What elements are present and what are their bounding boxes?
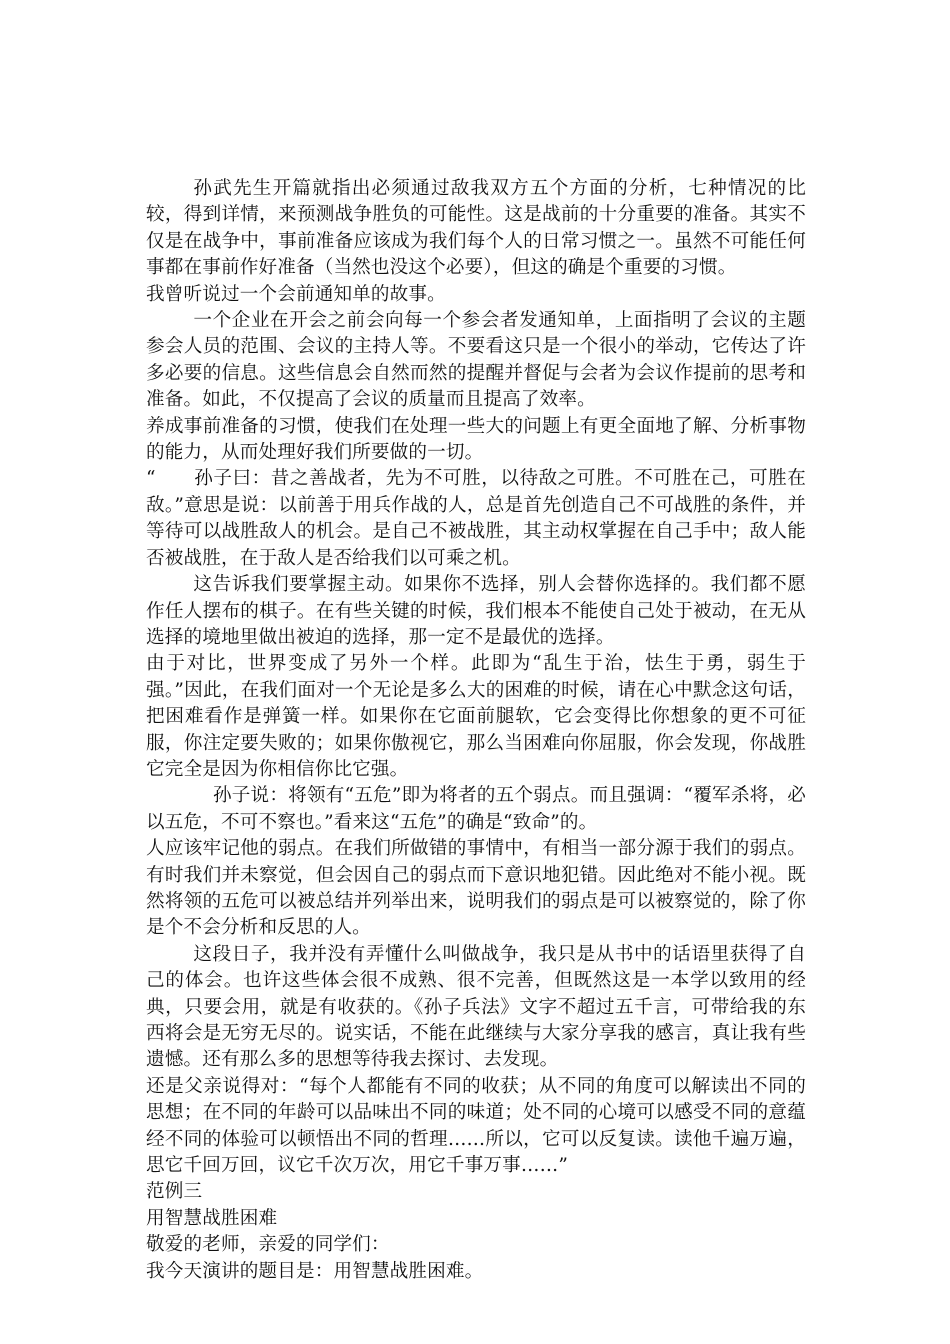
paragraph-meeting-notice: 一个企业在开会之前会向每一个参会者发通知单，上面指明了会议的主题参会人员的范围、会议的主持人等。不要看这只是一个很小的举动，它传达了许多必要的信息。这些信息会自然而然的提醒并督促与会者为会议作提前的思考和准备。如此，不仅提高了会议的质量而且提高了效率。	[146, 310, 806, 411]
section-heading-example-three: 范例三	[146, 1181, 203, 1203]
speech-title: 用智慧战胜困难	[146, 1207, 278, 1229]
paragraph-five-dangers: 孙子说：将领有“五危”即为将者的五个弱点。而且强调：“覆军杀将，必以五危，不可不察也。”看来这“五危”的确是“致命”的。	[146, 785, 806, 833]
paragraph-father-quote: 还是父亲说得对：“每个人都能有不同的收获；从不同的角度可以解读出不同的思想；在不同的年龄可以品味出不同的味道；处不同的心境可以感受不同的意蕴经不同的体验可以顿悟出不同的哲理……所以，它可以反复读。读他千遍万遍，思它千回万回，议它千次万次，用它千事万事……”	[146, 1075, 806, 1177]
speech-intro: 我今天演讲的题目是：用智慧战胜困难。	[146, 1260, 484, 1282]
paragraph-meeting-story-intro: 我曾听说过一个会前通知单的故事。	[146, 283, 446, 305]
paragraph-reflection: 这段日子，我并没有弄懂什么叫做战争，我只是从书中的话语里获得了自己的体会。也许这些体会很不成熟、很不完善，但既然这是一本学以致用的经典，只要会用，就是有收获的。《孙子兵法》文字不超过五千言，可带给我的东西将会是无穷无尽的。说实话，不能在此继续与大家分享我的感言，真让我有些遗憾。还有那么多的思想等待我去探讨、去发现。	[146, 943, 806, 1071]
speech-greeting: 敬爱的老师，亲爱的同学们：	[146, 1234, 390, 1256]
paragraph-preparation: 孙武先生开篇就指出必须通过敌我双方五个方面的分析，七种情况的比较，得到详情，来预测战争胜负的可能性。这是战前的十分重要的准备。其实不仅是在战争中，事前准备应该成为我们每个人的日常习惯之一。虽然不可能任何事都在事前作好准备（当然也没这个必要），但这的确是个重要的习惯。	[146, 178, 806, 279]
paragraph-sunzi-quote: “ 孙子曰：昔之善战者，先为不可胜，以待敌之可胜。不可胜在己，可胜在敌。”意思是说：以前善于用兵作战的人，总是首先创造自己不可战胜的条件，并等待可以战胜敌人的机会。是自己不被战胜，其主动权掌握在自己手中；敌人能否被战胜，在于敌人是否给我们以可乘之机。	[146, 468, 806, 569]
paragraph-weakness: 人应该牢记他的弱点。在我们所做错的事情中，有相当一部分源于我们的弱点。有时我们并未察觉，但会因自己的弱点而下意识地犯错。因此绝对不能小视。既然将领的五危可以被总结并列举出来，说明我们的弱点是可以被察觉的，除了你是个不会分析和反思的人。	[146, 838, 806, 939]
paragraph-habit: 养成事前准备的习惯，使我们在处理一些大的问题上有更全面地了解、分析事物的能力，从而处理好我们所要做的一切。	[146, 415, 806, 464]
document-body	[146, 176, 806, 1285]
paragraph-contrast: 由于对比，世界变成了另外一个样。此即为“乱生于治，怯生于勇，弱生于强。”因此，在我们面对一个无论是多么大的困难的时候，请在心中默念这句话，把困难看作是弹簧一样。如果你在它面前腿软，它会变得比你想象的更不可征服，你注定要失败的；如果你傲视它，那么当困难向你屈服，你会发现，你战胜它完全是因为你相信你比它强。	[146, 653, 806, 780]
paragraph-initiative: 这告诉我们要掌握主动。如果你不选择，别人会替你选择的。我们都不愿作任人摆布的棋子。在有些关键的时候，我们根本不能使自己处于被动，在无从选择的境地里做出被迫的选择，那一定不是最优的选择。	[146, 574, 806, 648]
